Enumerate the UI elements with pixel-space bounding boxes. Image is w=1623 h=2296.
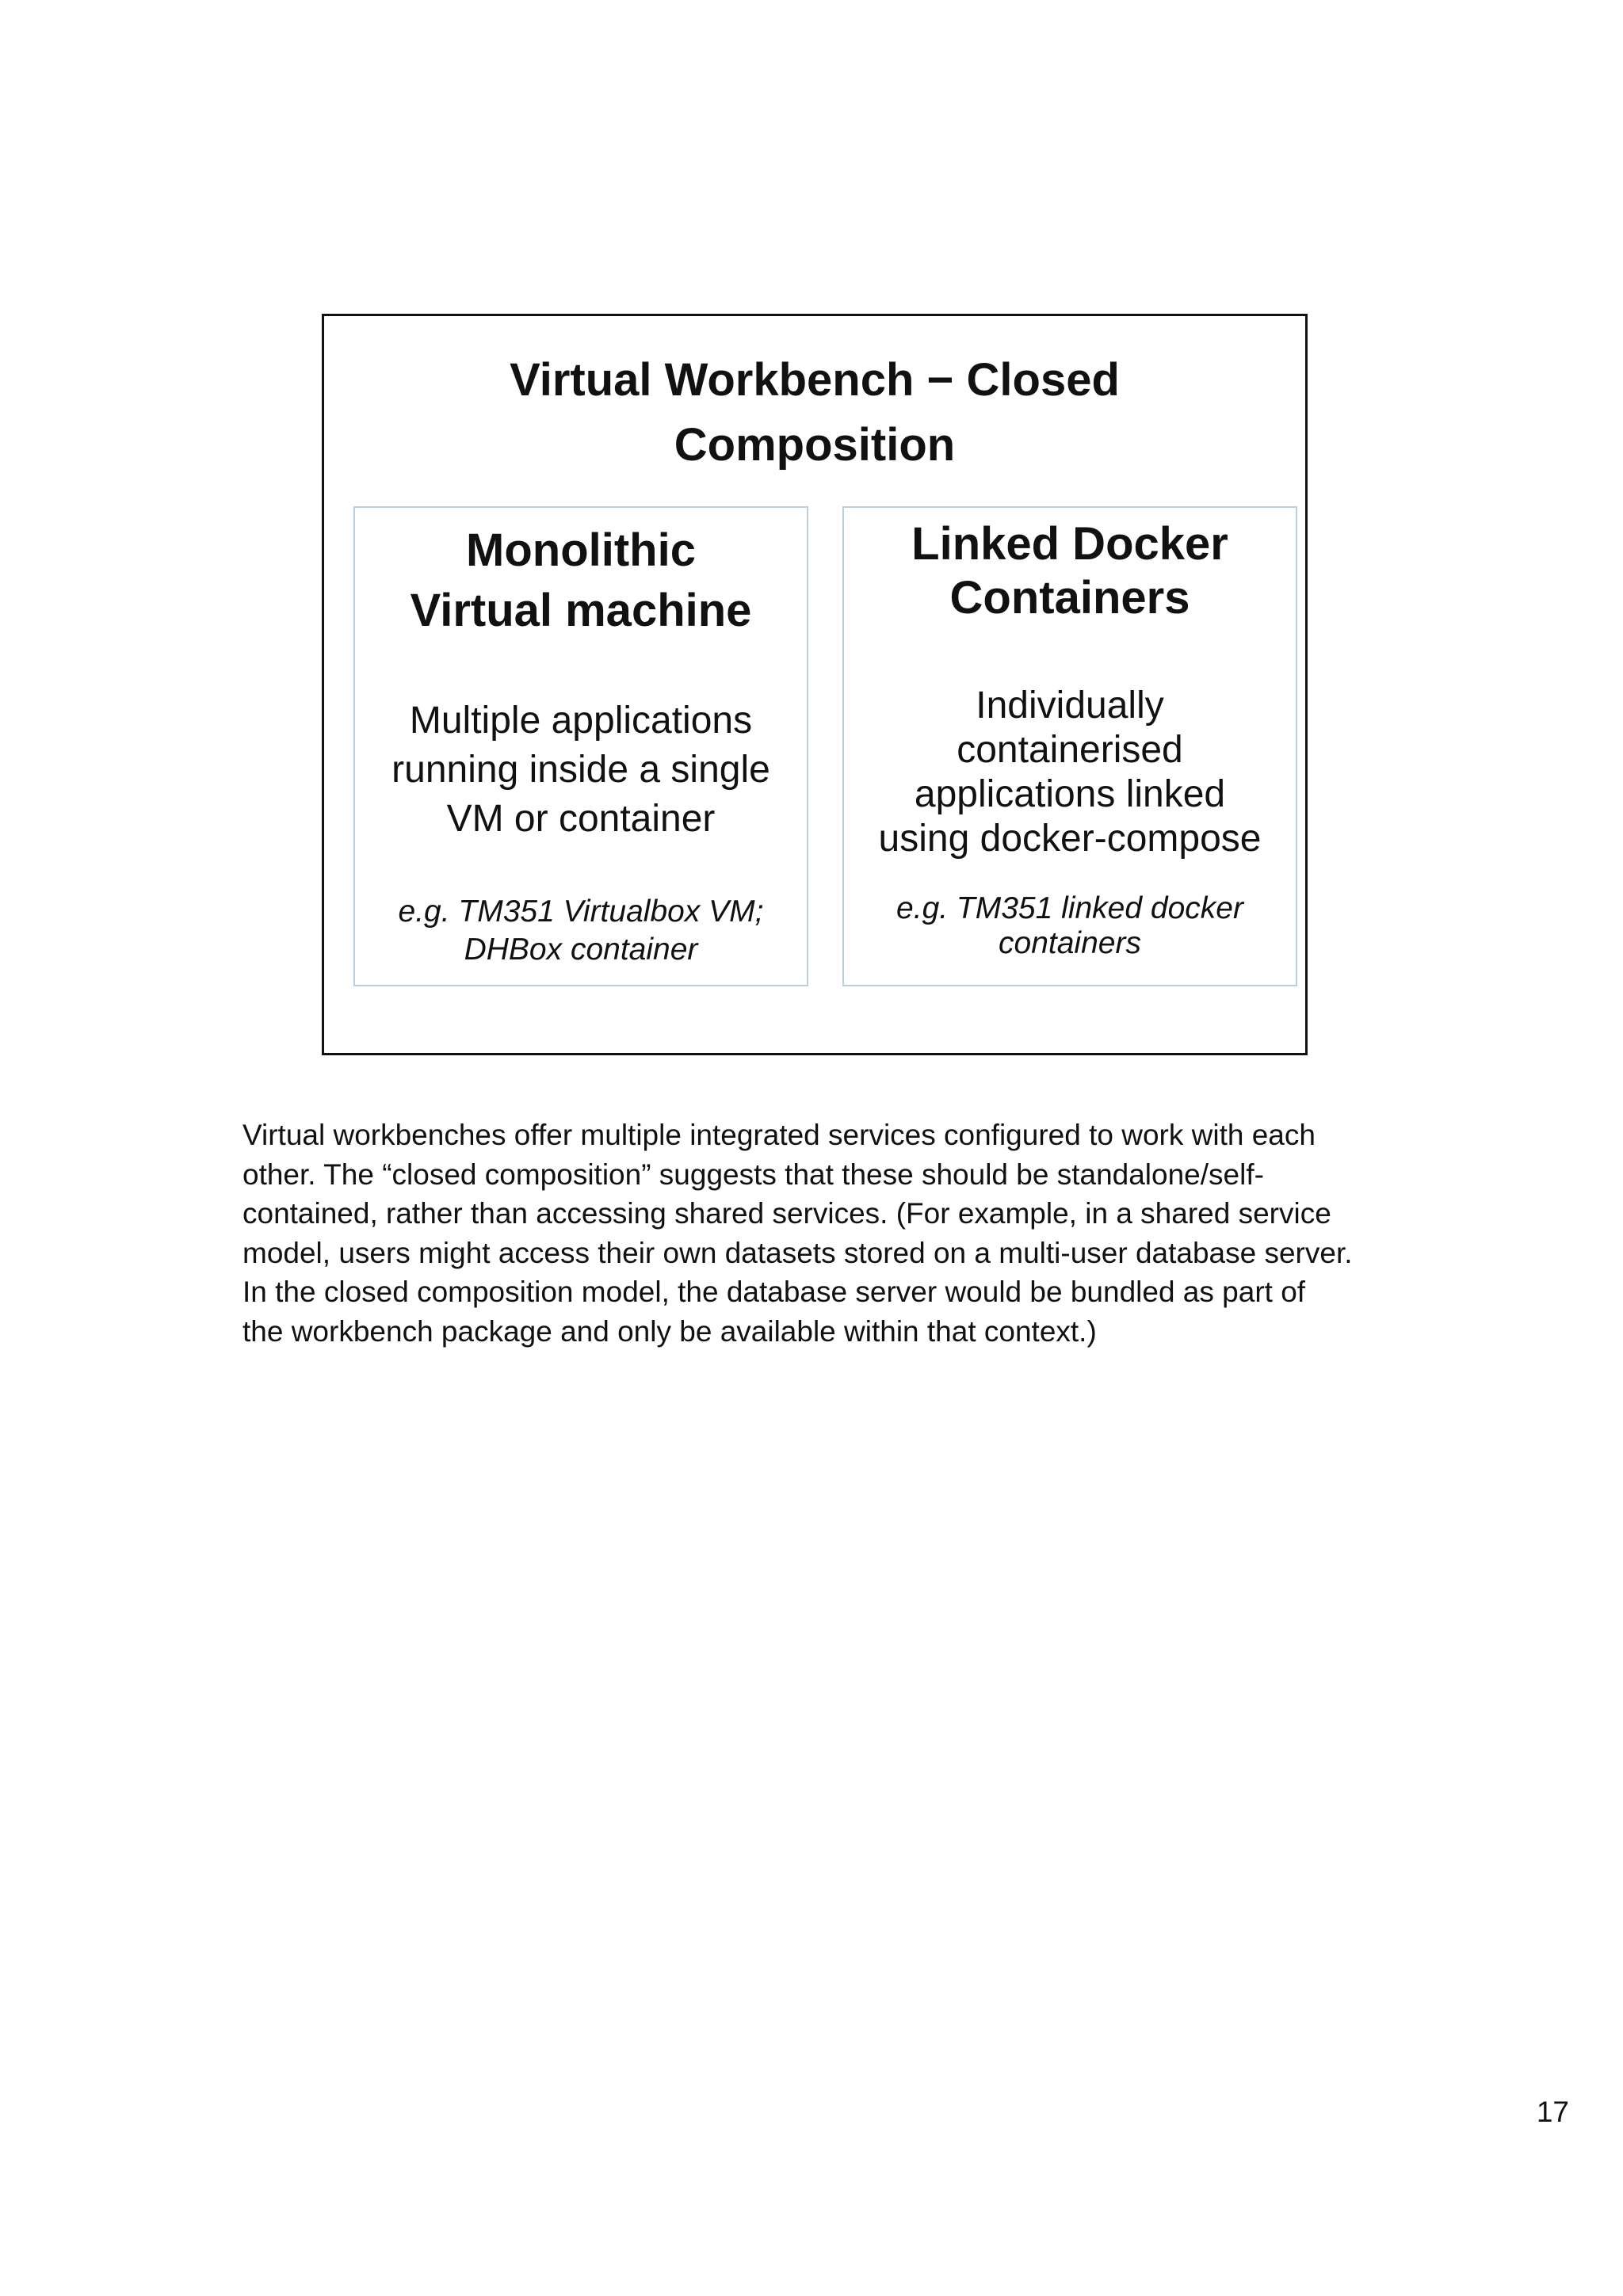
panel-description [852,684,1288,861]
monolithic-vm-panel [353,506,808,986]
panel-description-line: VM or container [446,798,716,840]
panel-heading [844,517,1296,625]
slide-frame [322,314,1308,1055]
panel-example-line: e.g. TM351 Virtualbox VM; [398,894,764,929]
linked-docker-panel [842,506,1297,986]
page-number: 17 [1536,2096,1569,2128]
panel-description-line: Multiple applications [409,700,753,742]
panel-example [852,891,1288,961]
notes-line: model, users might access their own datasets stored on a multi-user database server. [242,1236,1353,1269]
panel-example-line: containers [999,926,1141,960]
panel-heading [355,521,807,641]
panel-description [363,696,799,844]
panel-example [363,893,799,969]
slide-title-line: Virtual Workbench − Closed [510,354,1120,406]
speaker-notes [242,1116,1400,1351]
slide-title-line: Composition [674,419,956,471]
notes-line: contained, rather than accessing shared services. (For example, in a shared service [242,1197,1331,1230]
panel-description-line: running inside a single [391,749,770,791]
panel-example-line: DHBox container [464,933,698,967]
notes-line: In the closed composition model, the database server would be bundled as part of [242,1276,1306,1308]
notes-line: other. The “closed composition” suggests that these should be standalone/self- [242,1158,1264,1191]
panel-heading-line: Linked Docker [911,518,1228,570]
slide-title [324,348,1305,478]
panel-description-line: using docker-compose [878,818,1262,860]
panel-example-line: e.g. TM351 linked docker [896,891,1243,925]
panel-heading-line: Virtual machine [410,585,752,636]
panel-description-line: containerised [957,729,1183,771]
panel-description-line: applications linked [914,773,1226,815]
notes-line: the workbench package and only be available within that context.) [242,1314,1097,1348]
panel-description-line: Individually [976,685,1164,727]
panel-heading-line: Monolithic [466,524,696,576]
notes-line: Virtual workbenches offer multiple integrated services configured to work with each [242,1119,1316,1151]
panel-heading-line: Containers [949,572,1190,624]
